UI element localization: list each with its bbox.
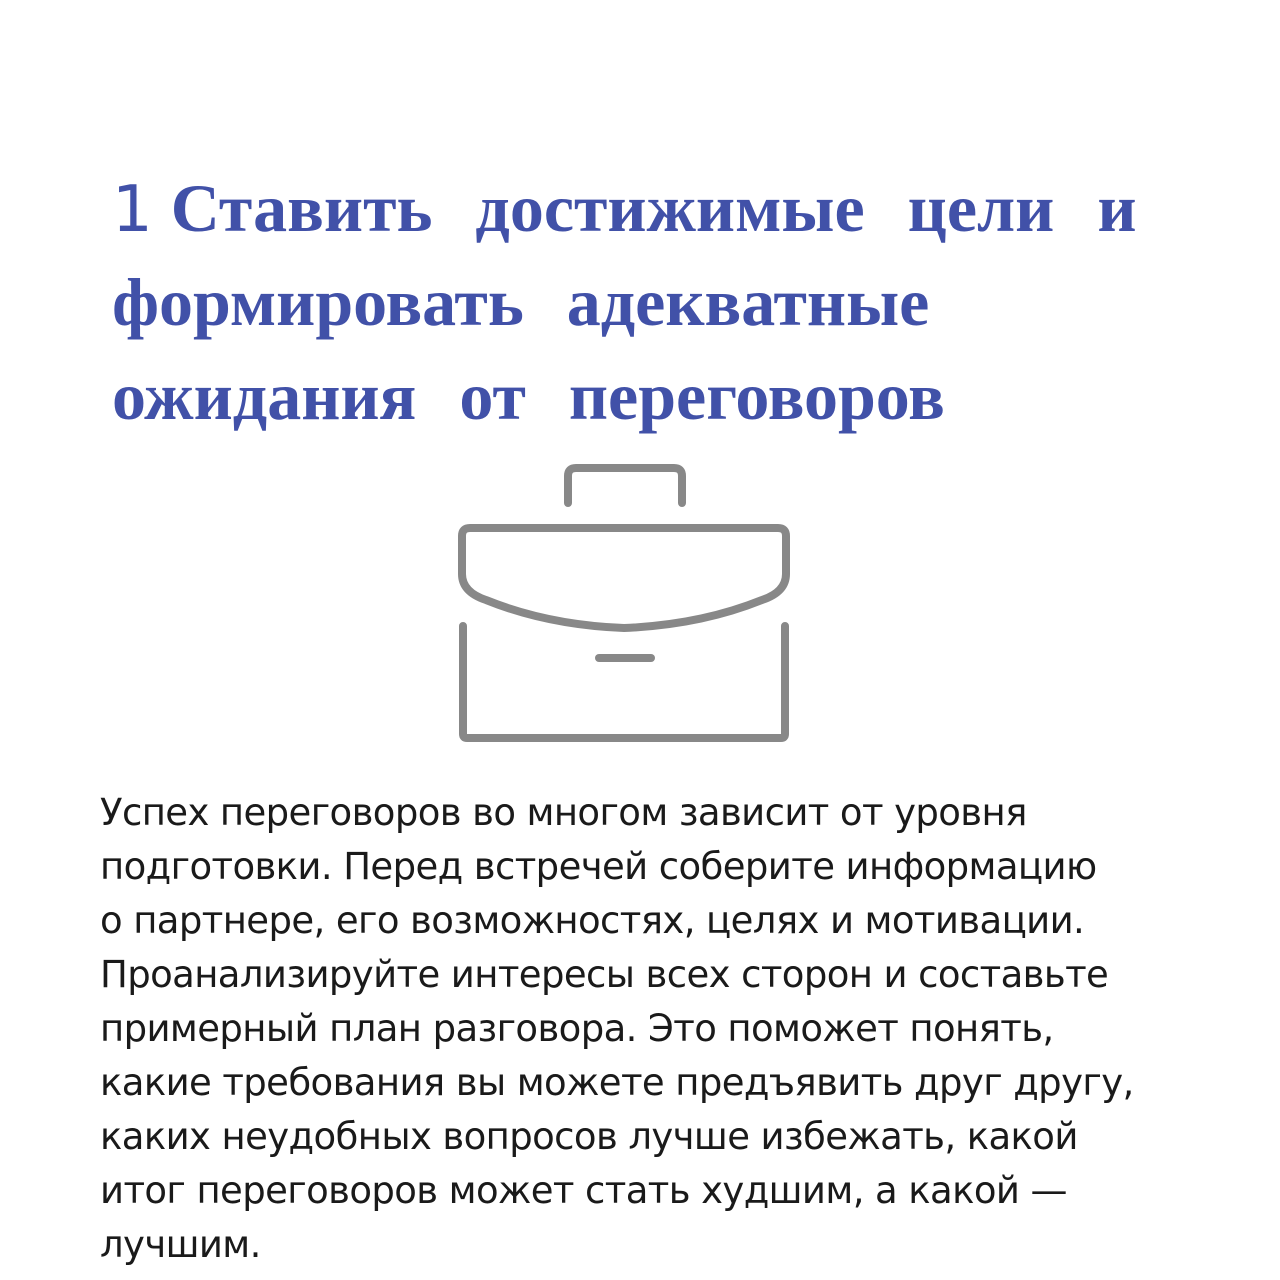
body-line: лучшим. xyxy=(100,1223,261,1266)
page-title xyxy=(112,168,1212,450)
body-line: Успех переговоров во многом зависит от уровня xyxy=(100,791,1027,834)
body-line: примерный план разговора. Это поможет понять, xyxy=(100,1007,1054,1050)
body-line: итог переговоров может стать худшим, а какой — xyxy=(100,1169,1067,1212)
briefcase-lid xyxy=(462,528,786,628)
body-paragraph xyxy=(100,786,1240,1272)
body-line: каких неудобных вопросов лучше избежать, какой xyxy=(100,1115,1078,1158)
briefcase-body xyxy=(463,626,785,738)
briefcase-handle xyxy=(568,468,682,503)
title-line-1-text: Ставить достижимые цели и xyxy=(170,170,1137,246)
title-number: 1 xyxy=(112,173,153,247)
body-line: о партнере, его возможностях, целях и мотивации. xyxy=(100,899,1085,942)
body-line: подготовки. Перед встречей соберите информацию xyxy=(100,845,1097,888)
body-line: Проанализируйте интересы всех сторон и составьте xyxy=(100,953,1109,996)
title-line-2: формировать адекватные xyxy=(112,264,930,340)
title-line-3: ожидания от переговоров xyxy=(112,358,945,434)
title-line-1 xyxy=(112,168,1212,262)
body-line: какие требования вы можете предъявить друг другу, xyxy=(100,1061,1134,1104)
briefcase-icon xyxy=(455,460,795,750)
